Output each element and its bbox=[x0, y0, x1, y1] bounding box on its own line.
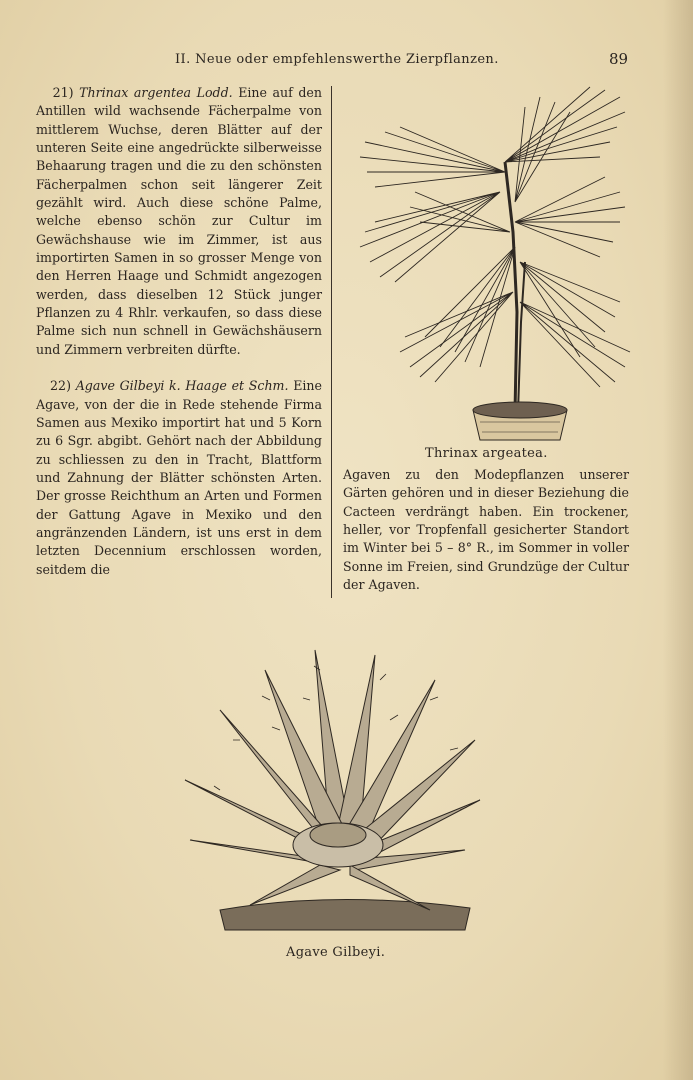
entry-22 bbox=[36, 377, 322, 579]
palm-illustration bbox=[355, 82, 635, 447]
entry-22-title: Agave Gilbeyi k. Haage et Schm. bbox=[75, 378, 289, 394]
agave-illustration bbox=[180, 640, 490, 940]
palm-caption: Thrinax argeatea. bbox=[425, 446, 548, 461]
page-number: 89 bbox=[609, 50, 629, 68]
entry-22-body: Eine Agave, von der die in Rede stehende Firma Samen aus Mexiko importirt hat und 5 Korn zu 6 Sgr. abgibt. Gehört nach der Abbildung zu schliessen zu den in Tracht, Blattform und Zahnung der Blätter schönsten Arten. Der grosse Reichthum an Arten und Formen der Gattung Agave in Mexiko und den angränzenden Ländern, ist uns erst in dem letzten Decennium erschlossen worden, seitdem die bbox=[36, 378, 322, 577]
right-column-body: Agaven zu den Modepflanzen unserer Gärten gehören und in dieser Beziehung die Cacteen verdrängt haben. Ein trockener, heller, vor Tropfenfall gesicherter Standort im Winter bei 5 – 8° R., im Sommer in voller Sonne im Freien, sind Grundzüge der Cultur der Agaven. bbox=[343, 467, 629, 593]
entry-21-number: 21) bbox=[52, 85, 74, 100]
left-text-column bbox=[36, 84, 322, 579]
entry-21 bbox=[36, 84, 322, 359]
entry-21-body: Eine auf den Antillen wild wachsende Fächerpalme von mittlerem Wuchse, deren Blätter auf der unteren Seite eine angedrückte silberweisse Behaarung tragen und die zu den schönsten Fächerpalmen schon seit längerer Zeit gezählt wird. Auch diese schöne Palme, welche ebenso schön zur Cultur im Gewächshause wie im Zimmer, ist aus importirten Samen in so grosser Menge von den Herren Haage und Schmidt angezogen werden, dass dieselben 12 Stück junger Pflanzen zu 4 Rhlr. verkaufen, so dass diese Palme sich nun schnell in Gewächshäusern und Zimmern verbreiten dürfte. bbox=[36, 85, 322, 357]
running-header: II. Neue oder empfehlenswerthe Zierpflanzen. bbox=[175, 52, 499, 67]
entry-22-number: 22) bbox=[50, 378, 71, 394]
right-text-column bbox=[343, 466, 629, 594]
page-gutter-shadow bbox=[663, 0, 693, 1080]
entry-21-title: Thrinax argentea Lodd. bbox=[79, 85, 233, 100]
agave-caption: Agave Gilbeyi. bbox=[286, 945, 386, 960]
column-divider bbox=[331, 86, 332, 598]
